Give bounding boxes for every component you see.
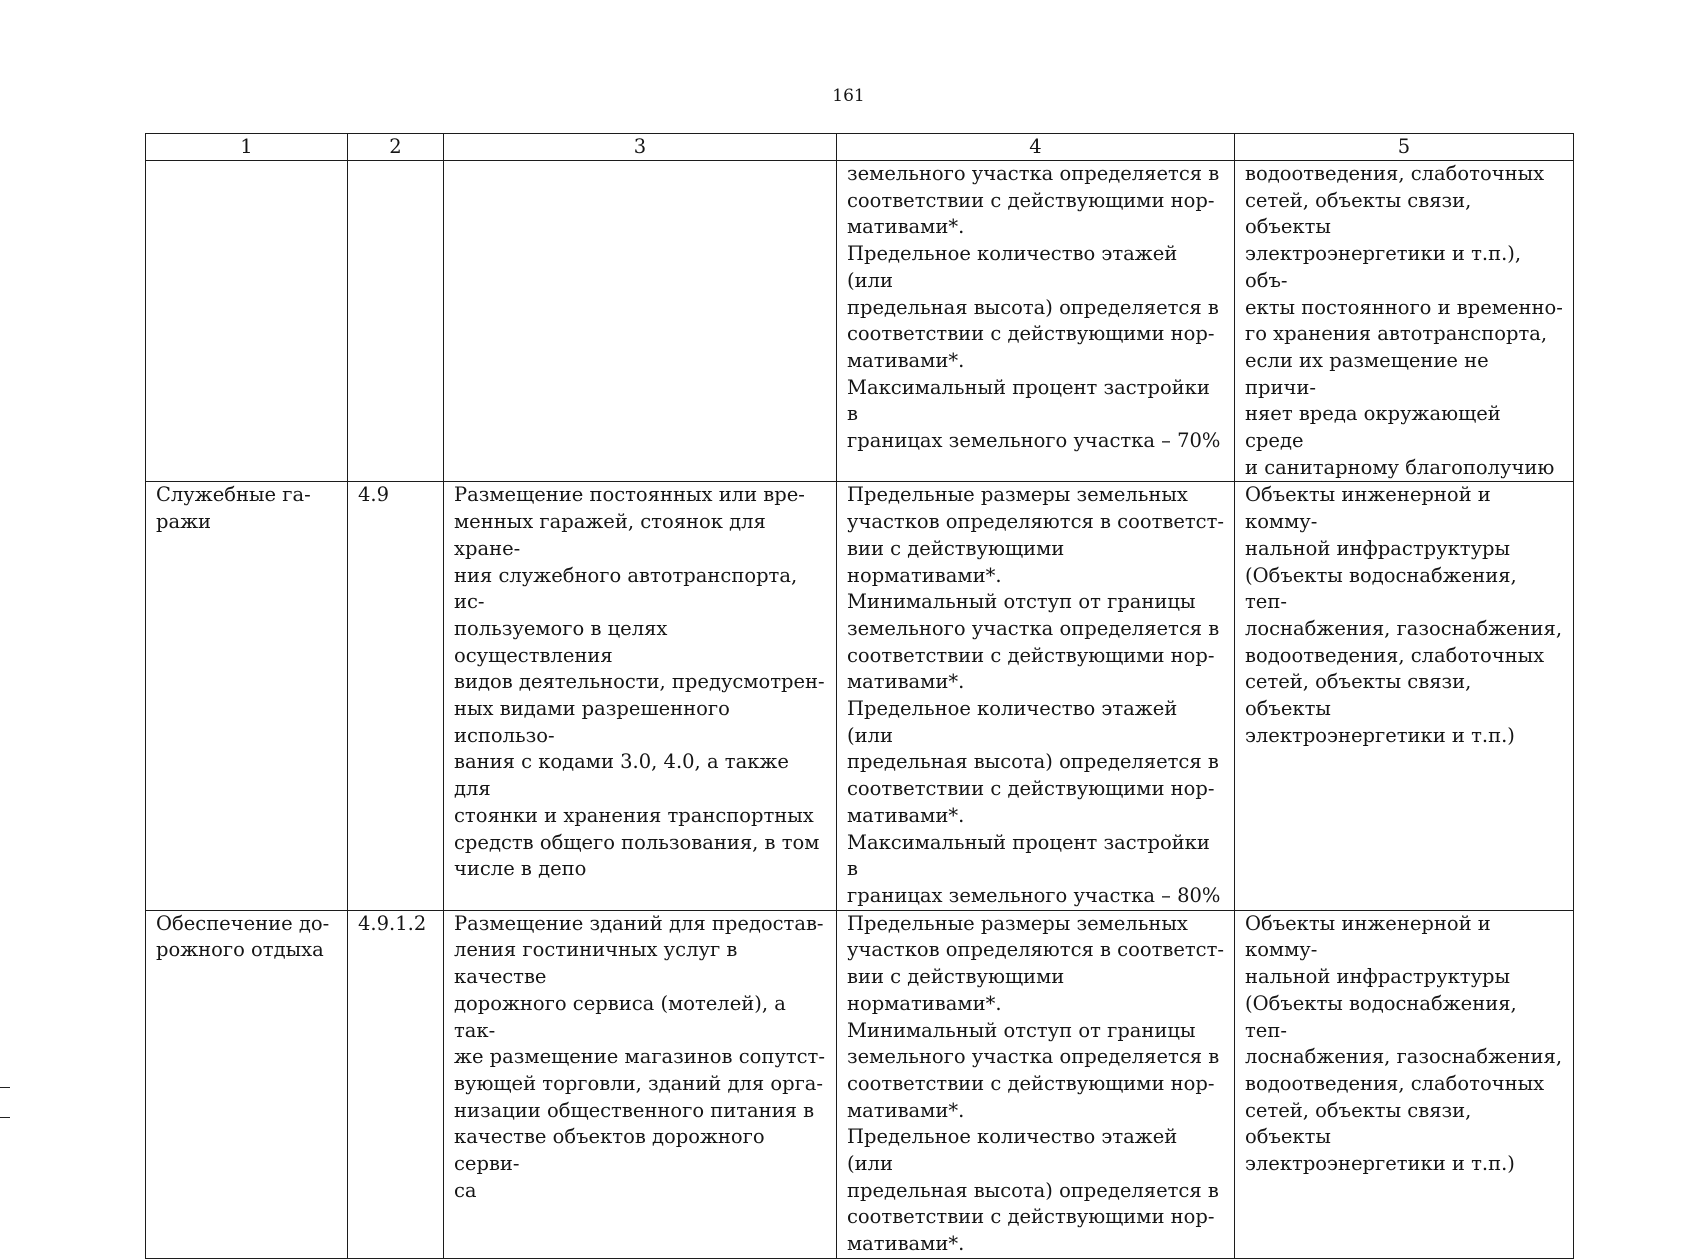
use-type-name: Обеспечение до- рожного отдыха	[146, 910, 348, 1258]
construction-parameters: Предельные размеры земельных участков определяются в соответст- вии с действующими нормативами*. Минимальный отступ от границы земельного участка определяется в соответствии с действующими нор- мативами*. Предельное количество этажей (или предельная высота) определяется в соответствии с действующими нор- мативами*.	[837, 910, 1235, 1258]
use-type-name: Служебные га- ражи	[146, 482, 348, 910]
use-type-code: 4.9.1.2	[348, 910, 444, 1258]
auxiliary-uses: Объекты инженерной и комму- нальной инфраструктуры (Объекты водоснабжения, теп- лоснабжения, газоснабжения, водоотведения, слаботочных сетей, объекты связи, объекты электроэнергетики и т.п.)	[1235, 910, 1574, 1258]
column-header-3: 3	[444, 134, 837, 161]
auxiliary-uses: водоотведения, слаботочных сетей, объекты связи, объекты электроэнергетики и т.п.), объ- екты постоянного и временно- го хранения автотранспорта, если их размещение не причи- няет вреда окружающей среде и санитарному благополучию	[1235, 161, 1574, 482]
table-row	[146, 910, 1574, 1258]
construction-parameters: Предельные размеры земельных участков определяются в соответст- вии с действующими нормативами*. Минимальный отступ от границы земельного участка определяется в соответствии с действующими нор- мативами*. Предельное количество этажей (или предельная высота) определяется в соответствии с действующими нор- мативами*. Максимальный процент застройки в границах земельного участка – 80%	[837, 482, 1235, 910]
column-header-1: 1	[146, 134, 348, 161]
use-type-code: 4.9	[348, 482, 444, 910]
margin-mark	[0, 1117, 10, 1118]
margin-mark	[0, 1087, 10, 1088]
table-row	[146, 482, 1574, 910]
auxiliary-uses: Объекты инженерной и комму- нальной инфраструктуры (Объекты водоснабжения, теп- лоснабжения, газоснабжения, водоотведения, слаботочных сетей, объекты связи, объекты электроэнергетики и т.п.)	[1235, 482, 1574, 910]
use-type-description: Размещение постоянных или вре- менных гаражей, стоянок для хране- ния служебного автотранспорта, ис- пользуемого в целях осуществления видов деятельности, предусмотрен- ных видами разрешенного использо- вания с кодами 3.0, 4.0, а также для стоянки и хранения транспортных средств общего пользования, в том числе в депо	[444, 482, 837, 910]
use-type-description: Размещение зданий для предостав- ления гостиничных услуг в качестве дорожного сервиса (мотелей), а так- же размещение магазинов сопутст- вующей торговли, зданий для орга- низации общественного питания в качестве объектов дорожного серви- са	[444, 910, 837, 1258]
construction-parameters: земельного участка определяется в соответствии с действующими нор- мативами*. Предельное количество этажей (или предельная высота) определяется в соответствии с действующими нор- мативами*. Максимальный процент застройки в границах земельного участка – 70%	[837, 161, 1235, 482]
column-header-4: 4	[837, 134, 1235, 161]
use-type-name	[146, 161, 348, 482]
use-type-code	[348, 161, 444, 482]
table-row	[146, 161, 1574, 482]
page-number: 161	[832, 86, 865, 106]
column-header-5: 5	[1235, 134, 1574, 161]
land-use-table	[145, 133, 1574, 1259]
table-header-row	[146, 134, 1574, 161]
column-header-2: 2	[348, 134, 444, 161]
use-type-description	[444, 161, 837, 482]
